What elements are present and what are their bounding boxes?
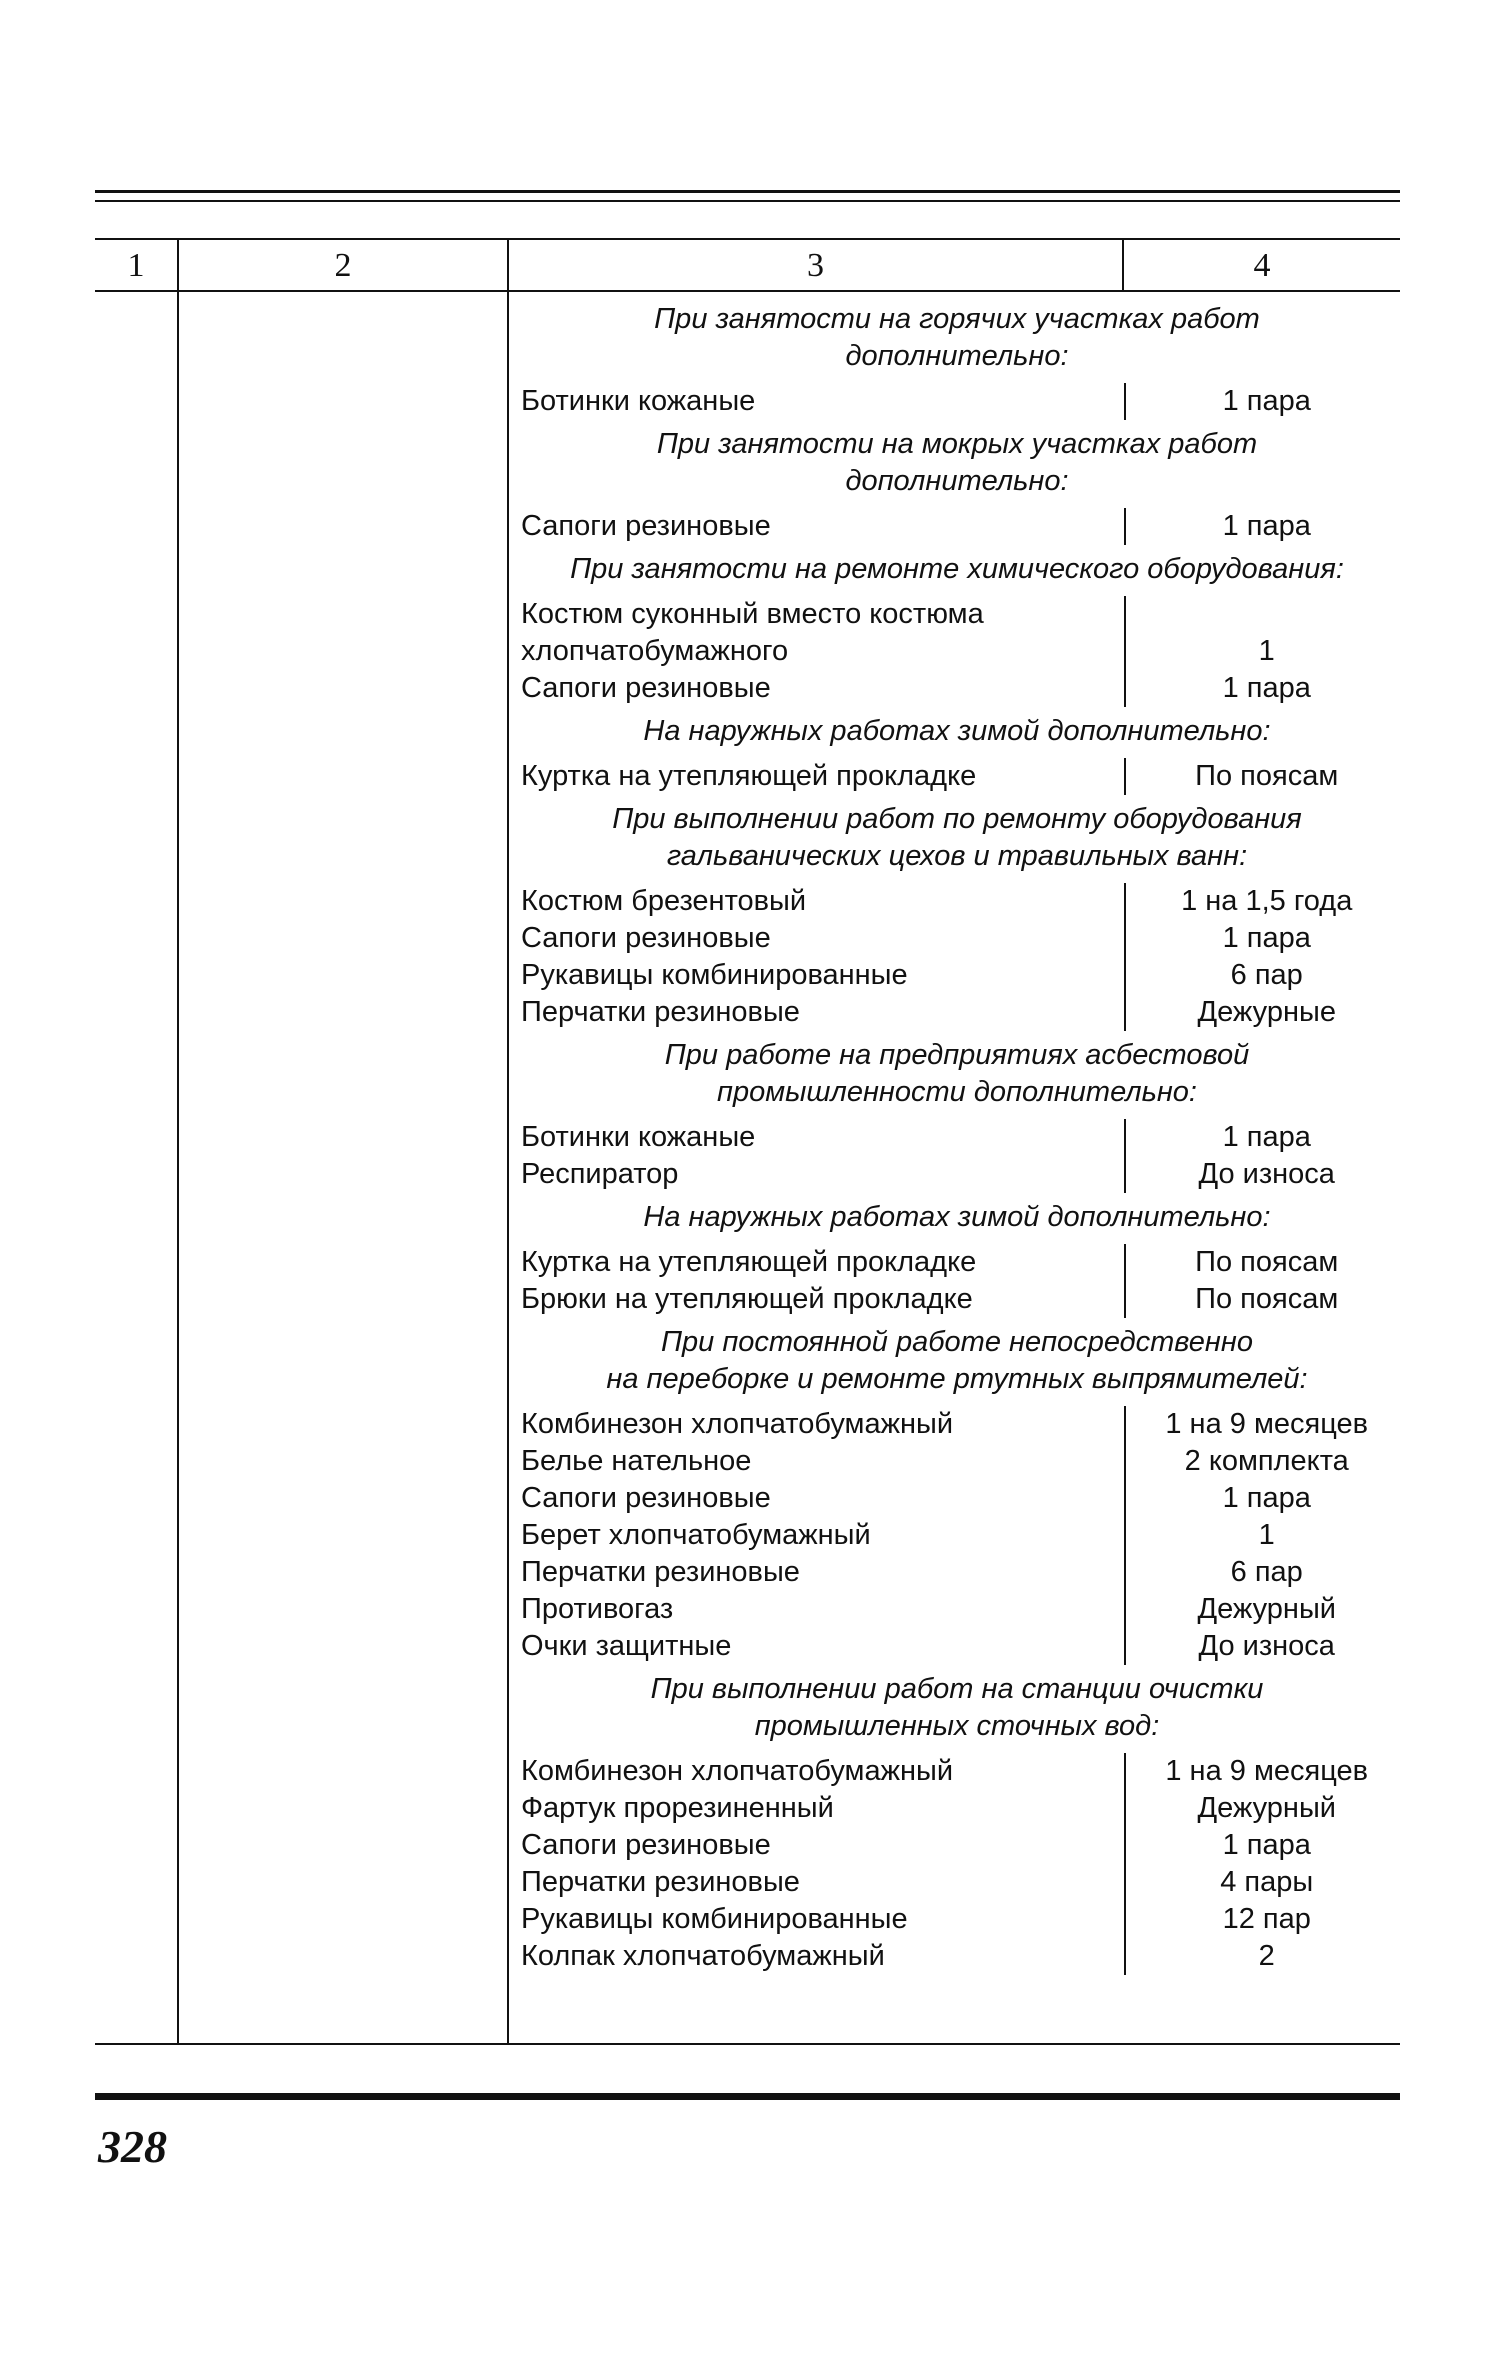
item-quantity: 1 на 9 месяцев (1165, 1408, 1369, 1440)
item-name: Ботинки кожаные (521, 385, 756, 417)
item-name: Перчатки резиновые (521, 996, 800, 1028)
table-row (507, 1790, 1407, 1827)
item-name: Противогаз (521, 1593, 674, 1625)
table-bottom-border (95, 2043, 1400, 2045)
item-quantity: 1 пара (1222, 1121, 1311, 1153)
item-quantity: 6 пар (1230, 959, 1303, 991)
section-title: При занятости на горячих участках работ дополнительно: (654, 303, 1260, 372)
table-row (507, 1554, 1407, 1591)
item-name: Сапоги резиновые (521, 510, 771, 542)
item-quantity: 12 пар (1222, 1903, 1311, 1935)
item-name: Фартук прорезиненный (521, 1792, 834, 1824)
item-name: Костюм брезентовый (521, 885, 807, 917)
table-row (507, 1901, 1407, 1938)
item-quantity: 1 (1258, 1519, 1275, 1551)
item-list (507, 1753, 1407, 1975)
item-name: Сапоги резиновые (521, 1829, 771, 1861)
table-row (507, 1156, 1407, 1193)
item-name: Перчатки резиновые (521, 1556, 800, 1588)
table-row (507, 1517, 1407, 1554)
table-row (507, 883, 1407, 920)
table-row (507, 994, 1407, 1031)
item-list (507, 883, 1407, 1031)
item-quantity: До износа (1198, 1630, 1335, 1662)
table-row (507, 1864, 1407, 1901)
section-title: При выполнении работ по ремонту оборудования гальванических цехов и травильных ванн: (612, 803, 1302, 872)
section-title: При выполнении работ на станции очистки промышленных сточных вод: (650, 1673, 1264, 1742)
item-list (507, 596, 1407, 707)
column-header-4: 4 (1253, 247, 1271, 284)
table-row (507, 383, 1407, 420)
section-title: При занятости на ремонте химического оборудования: (570, 553, 1344, 585)
table-row (507, 1628, 1407, 1665)
item-name: Рукавицы комбинированные (521, 959, 908, 991)
section-title: При постоянной работе непосредственно на переборке и ремонте ртутных выпрямителей: (606, 1326, 1308, 1395)
item-quantity: 2 (1258, 1940, 1275, 1972)
item-quantity: До износа (1198, 1158, 1335, 1190)
item-list (507, 758, 1407, 795)
table-row (507, 1281, 1407, 1318)
table-row (507, 596, 1407, 670)
section-title: При работе на предприятиях асбестовой промышленности дополнительно: (664, 1039, 1250, 1108)
item-name: Берет хлопчатобумажный (521, 1519, 871, 1551)
item-name: Куртка на утепляющей прокладке (521, 760, 977, 792)
footer-rule (95, 2093, 1400, 2100)
page-number: 328 (98, 2121, 167, 2172)
section-title: На наружных работах зимой дополнительно: (643, 715, 1271, 747)
table-body (507, 295, 1407, 1975)
item-name: Колпак хлопчатобумажный (521, 1940, 885, 1972)
top-rule-2 (95, 200, 1400, 202)
item-quantity: По поясам (1195, 1246, 1339, 1278)
item-list (507, 1119, 1407, 1193)
table-row (507, 1480, 1407, 1517)
item-name: Сапоги резиновые (521, 922, 771, 954)
header-bottom-border (95, 290, 1400, 292)
item-name: Сапоги резиновые (521, 672, 771, 704)
item-quantity: 1 пара (1222, 672, 1311, 704)
item-quantity: 1 пара (1222, 922, 1311, 954)
item-name: Белье нательное (521, 1445, 752, 1477)
item-quantity: Дежурные (1197, 996, 1336, 1028)
column-header-1: 1 (127, 247, 145, 284)
table-row (507, 1119, 1407, 1156)
section-title: При занятости на мокрых участках работ дополнительно: (656, 428, 1258, 497)
item-quantity: По поясам (1195, 760, 1339, 792)
item-name: Респиратор (521, 1158, 679, 1190)
table-row (507, 1443, 1407, 1480)
item-list (507, 1406, 1407, 1665)
item-name: Комбинезон хлопчатобумажный (521, 1408, 954, 1440)
table-row (507, 1827, 1407, 1864)
item-name: Ботинки кожаные (521, 1121, 756, 1153)
top-rule-1 (95, 190, 1400, 193)
item-list (507, 508, 1407, 545)
item-name: Костюм суконный вместо костюма хлопчатобумажного (521, 598, 984, 667)
item-name: Брюки на утепляющей прокладке (521, 1283, 973, 1315)
item-quantity: 1 на 1,5 года (1181, 885, 1353, 917)
column-header-2: 2 (334, 247, 352, 284)
table-row (507, 1753, 1407, 1790)
item-name: Куртка на утепляющей прокладке (521, 1246, 977, 1278)
item-list (507, 1244, 1407, 1318)
item-list (507, 383, 1407, 420)
item-quantity: Дежурный (1197, 1593, 1336, 1625)
section-title: На наружных работах зимой дополнительно: (643, 1201, 1271, 1233)
item-quantity: 6 пар (1230, 1556, 1303, 1588)
item-quantity: 1 пара (1222, 510, 1311, 542)
item-quantity: 4 пары (1220, 1866, 1314, 1898)
column-divider-1 (177, 238, 179, 2045)
table-row (507, 920, 1407, 957)
item-name: Очки защитные (521, 1630, 732, 1662)
table-row (507, 758, 1407, 795)
item-name: Перчатки резиновые (521, 1866, 800, 1898)
item-quantity: Дежурный (1197, 1792, 1336, 1824)
table-row (507, 670, 1407, 707)
item-quantity: 1 пара (1222, 1829, 1311, 1861)
table-row (507, 1591, 1407, 1628)
column-header-3: 3 (807, 247, 824, 284)
item-name: Рукавицы комбинированные (521, 1903, 908, 1935)
item-quantity: По поясам (1195, 1283, 1339, 1315)
item-quantity: 1 (1258, 635, 1275, 667)
table-row (507, 1244, 1407, 1281)
table-row (507, 957, 1407, 994)
table-row (507, 508, 1407, 545)
table-row (507, 1938, 1407, 1975)
item-quantity: 1 пара (1222, 385, 1311, 417)
item-name: Комбинезон хлопчатобумажный (521, 1755, 954, 1787)
item-quantity: 1 пара (1222, 1482, 1311, 1514)
item-quantity: 1 на 9 месяцев (1165, 1755, 1369, 1787)
item-quantity: 2 комплекта (1184, 1445, 1349, 1477)
table-top-border (95, 238, 1400, 240)
table-row (507, 1406, 1407, 1443)
item-name: Сапоги резиновые (521, 1482, 771, 1514)
